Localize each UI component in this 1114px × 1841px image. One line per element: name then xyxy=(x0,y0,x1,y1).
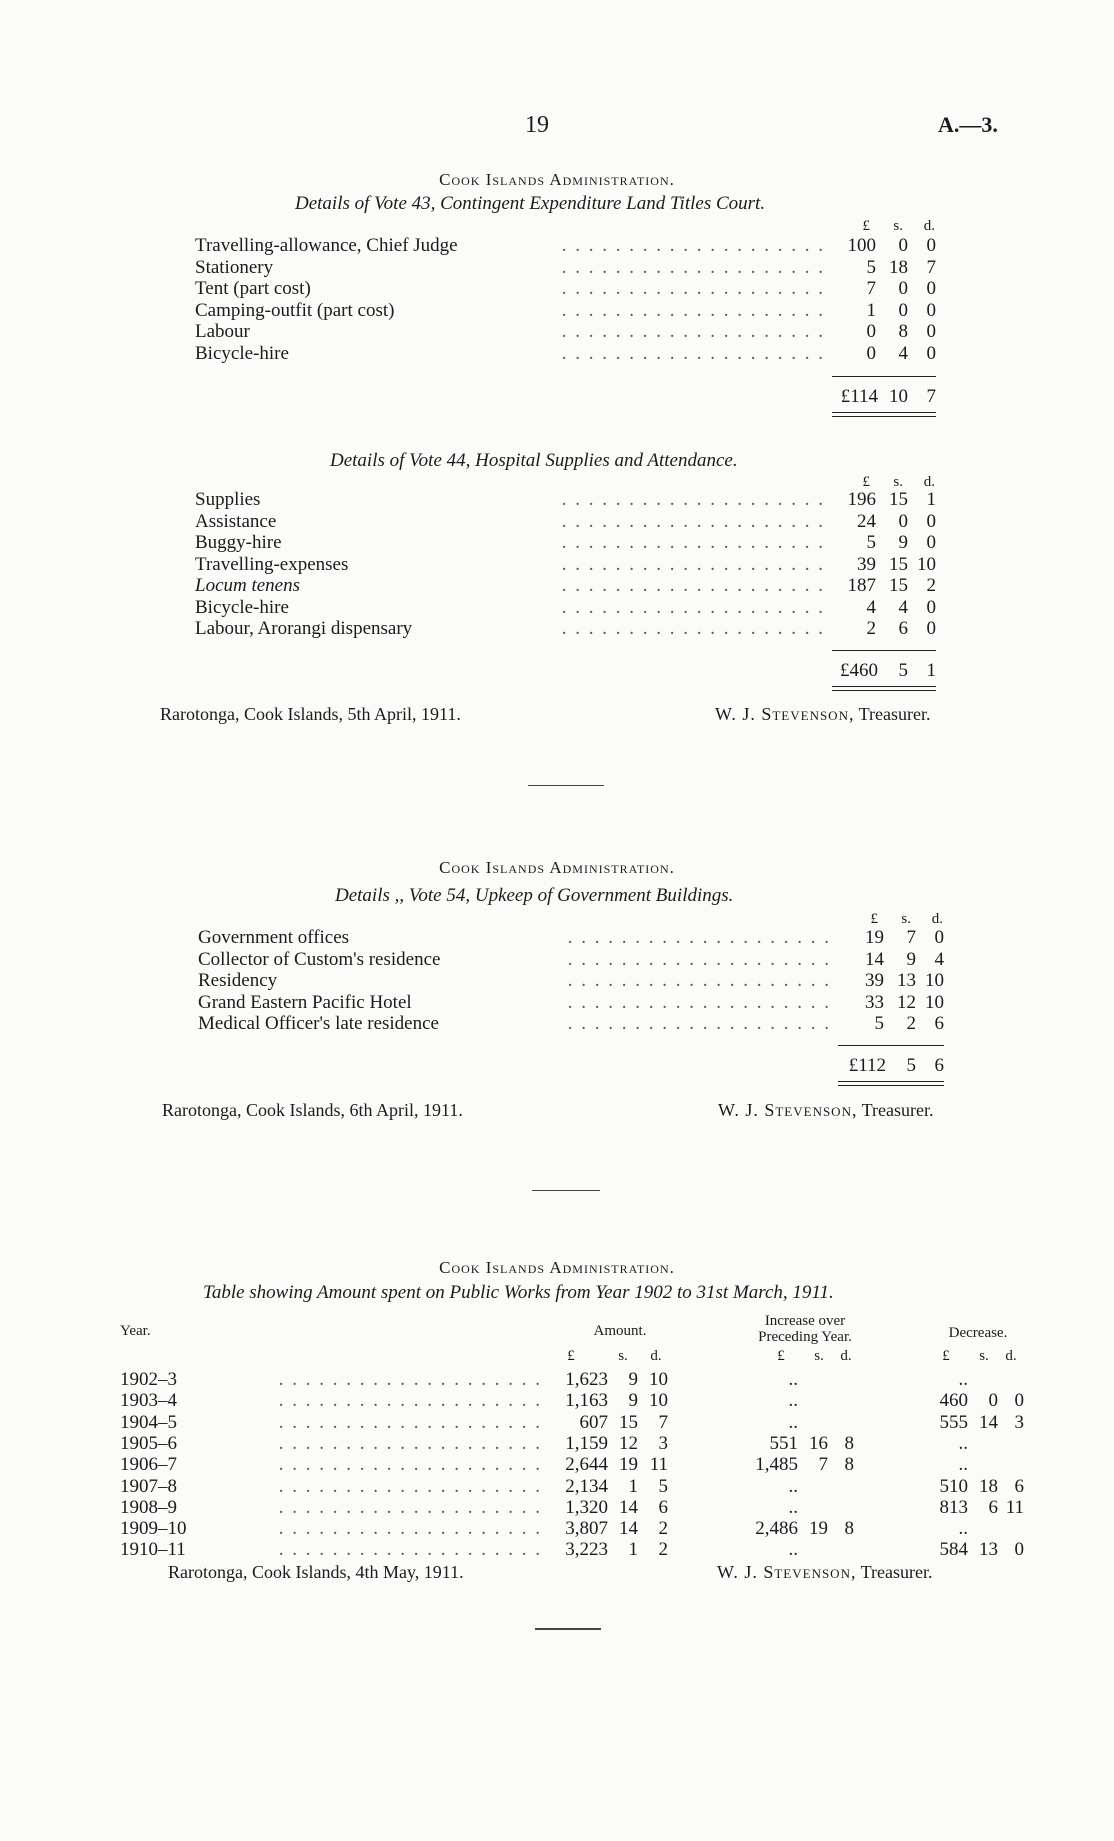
amount-shillings: 12 xyxy=(619,1432,638,1454)
increase-shillings: 16 xyxy=(809,1432,828,1454)
place-date: Rarotonga, Cook Islands, 6th April, 1911. xyxy=(162,1100,463,1120)
leader-dots: . . . . . . . . . . . . . . . . . . . . xyxy=(561,321,825,342)
table-row xyxy=(0,1497,1114,1519)
table-row xyxy=(0,1412,1114,1434)
amount-pence: 2 xyxy=(658,1539,668,1561)
amount-pounds: 39 xyxy=(857,553,876,575)
amount-shillings: 9 xyxy=(628,1369,638,1390)
unit-pounds: £ xyxy=(942,1348,950,1364)
row-label: Bicycle-hire xyxy=(195,342,289,364)
col-pence: d. xyxy=(923,218,935,234)
leader-dots: . . . . . . . . . . . . . . . . . . . . xyxy=(278,1432,542,1454)
amount-pounds: 7 xyxy=(866,278,876,299)
table-row xyxy=(0,992,1114,1014)
decrease-pounds: .. xyxy=(958,1454,968,1476)
table-row xyxy=(0,554,1114,576)
total-pence: 1 xyxy=(926,660,936,681)
decrease-pence: 0 xyxy=(1014,1390,1024,1412)
unit-shillings: s. xyxy=(814,1348,824,1364)
total-pounds: £114 xyxy=(840,386,878,407)
col-shillings: s. xyxy=(901,911,911,927)
vote43-title: Details of Vote 43, Contingent Expenditure Land Titles Court. xyxy=(295,193,766,214)
leader-dots: . . . . . . . . . . . . . . . . . . . . xyxy=(561,342,825,364)
leader-dots: . . . . . . . . . . . . . . . . . . . . xyxy=(567,991,831,1013)
row-label: Labour xyxy=(195,321,250,342)
row-label: Locum tenens xyxy=(195,575,301,596)
row-year: 1910–11 xyxy=(120,1539,186,1561)
signatory-name: W. J. Stevenson, xyxy=(717,1562,857,1582)
amount-pounds: 2,134 xyxy=(565,1475,608,1497)
decrease-pounds: 584 xyxy=(939,1539,968,1561)
col-shillings: s. xyxy=(893,474,903,490)
col-increase-line2: Preceding Year. xyxy=(758,1329,852,1345)
decrease-shillings: 18 xyxy=(979,1475,998,1497)
table-row xyxy=(0,300,1114,322)
col-amount: Amount. xyxy=(593,1323,647,1339)
row-label: Grand Eastern Pacific Hotel xyxy=(198,991,412,1013)
amount-pounds: 4 xyxy=(866,596,876,618)
decrease-pence: 0 xyxy=(1014,1539,1024,1561)
leader-dots: . . . . . . . . . . . . . . . . . . . . xyxy=(278,1411,542,1433)
amount-pounds: 100 xyxy=(847,235,876,256)
leader-dots: . . . . . . . . . . . . . . . . . . . . xyxy=(278,1539,542,1561)
works-title: Table showing Amount spent on Public Works from Year 1902 to 31st March, 1911. xyxy=(203,1282,834,1303)
table-row xyxy=(0,1013,1114,1035)
signature xyxy=(715,704,930,725)
unit-shillings: s. xyxy=(618,1348,628,1364)
amount-pence: 7 xyxy=(926,256,936,278)
total-pounds: £112 xyxy=(848,1055,886,1076)
sum-rule xyxy=(832,650,936,651)
decrease-pounds: 460 xyxy=(939,1390,968,1412)
col-pounds: £ xyxy=(862,474,870,490)
signatory-name: W. J. Stevenson, xyxy=(718,1100,858,1120)
double-rule xyxy=(838,1081,944,1086)
amount-pounds: 33 xyxy=(865,991,884,1013)
increase-pounds: .. xyxy=(788,1369,798,1390)
double-rule xyxy=(832,686,936,691)
amount-pounds: 1 xyxy=(866,299,876,321)
total-pence: 7 xyxy=(926,386,936,407)
table-row xyxy=(0,927,1114,949)
col-pence: d. xyxy=(923,474,935,490)
amount-shillings: 15 xyxy=(889,489,908,510)
decrease-pounds: .. xyxy=(958,1369,968,1390)
unit-pence: d. xyxy=(650,1348,662,1364)
table-row xyxy=(0,532,1114,554)
table-row xyxy=(0,1433,1114,1455)
leader-dots: . . . . . . . . . . . . . . . . . . . . xyxy=(561,256,825,278)
increase-shillings: 7 xyxy=(818,1454,828,1476)
leader-dots: . . . . . . . . . . . . . . . . . . . . xyxy=(561,299,825,321)
leader-dots: . . . . . . . . . . . . . . . . . . . . xyxy=(567,1013,831,1034)
amount-pence: 11 xyxy=(649,1454,668,1476)
table-row xyxy=(0,1518,1114,1540)
amount-pounds: 1,159 xyxy=(565,1432,608,1454)
table-row xyxy=(0,321,1114,343)
decrease-pounds: .. xyxy=(958,1518,968,1540)
section-separator xyxy=(528,785,604,786)
unit-pounds: £ xyxy=(567,1348,575,1364)
amount-pence: 0 xyxy=(926,618,936,639)
amount-pence: 3 xyxy=(658,1432,668,1454)
row-label: Stationery xyxy=(195,256,274,278)
amount-shillings: 4 xyxy=(898,596,908,618)
amount-pence: 2 xyxy=(926,575,936,596)
signature xyxy=(717,1562,932,1583)
amount-shillings: 12 xyxy=(897,991,916,1013)
amount-shillings: 15 xyxy=(619,1411,638,1433)
amount-pounds: 1,623 xyxy=(565,1369,608,1390)
amount-pence: 7 xyxy=(658,1411,668,1433)
amount-pence: 10 xyxy=(649,1390,668,1412)
amount-pounds: 3,807 xyxy=(565,1518,608,1540)
total-pence: 6 xyxy=(934,1055,944,1076)
row-year: 1908–9 xyxy=(120,1496,177,1518)
amount-pence: 5 xyxy=(658,1475,668,1497)
amount-pounds: 5 xyxy=(866,256,876,278)
row-label: Collector of Custom's residence xyxy=(198,948,441,970)
amount-pounds: 3,223 xyxy=(565,1539,608,1561)
row-label: Medical Officer's late residence xyxy=(198,1013,439,1034)
increase-pounds: 2,486 xyxy=(755,1518,798,1540)
decrease-pounds: 555 xyxy=(939,1411,968,1433)
amount-pence: 6 xyxy=(658,1496,668,1518)
leader-dots: . . . . . . . . . . . . . . . . . . . . xyxy=(561,596,825,618)
decrease-pounds: 510 xyxy=(939,1475,968,1497)
leader-dots: . . . . . . . . . . . . . . . . . . . . xyxy=(567,948,831,970)
amount-shillings: 18 xyxy=(889,256,908,278)
amount-pence: 0 xyxy=(926,510,936,532)
amount-pence: 0 xyxy=(926,299,936,321)
increase-pounds: .. xyxy=(788,1475,798,1497)
increase-pounds: .. xyxy=(788,1411,798,1433)
amount-shillings: 8 xyxy=(898,321,908,342)
decrease-pounds: 813 xyxy=(939,1496,968,1518)
amount-pounds: 196 xyxy=(847,489,876,510)
vote54-total-row xyxy=(0,1055,1114,1077)
row-label: Bicycle-hire xyxy=(195,596,289,618)
decrease-pence: 6 xyxy=(1014,1475,1024,1497)
row-label: Travelling-allowance, Chief Judge xyxy=(195,235,458,256)
increase-pounds: .. xyxy=(788,1390,798,1412)
leader-dots: . . . . . . . . . . . . . . . . . . . . xyxy=(561,618,825,639)
table-row xyxy=(0,1454,1114,1476)
row-year: 1907–8 xyxy=(120,1475,177,1497)
table-row xyxy=(0,278,1114,300)
amount-shillings: 0 xyxy=(898,278,908,299)
vote54-title: Details ,, Vote 54, Upkeep of Government Buildings. xyxy=(335,885,734,906)
leader-dots: . . . . . . . . . . . . . . . . . . . . xyxy=(561,278,825,299)
row-label: Government offices xyxy=(198,927,350,948)
row-label: Residency xyxy=(198,970,278,991)
amount-pounds: 2 xyxy=(866,618,876,639)
amount-shillings: 9 xyxy=(898,532,908,553)
increase-pence: 8 xyxy=(844,1518,854,1540)
row-label: Buggy-hire xyxy=(195,532,282,553)
amount-pounds: 14 xyxy=(865,948,884,970)
place-date: Rarotonga, Cook Islands, 4th May, 1911. xyxy=(168,1562,464,1582)
total-shillings: 5 xyxy=(906,1055,916,1076)
col-pounds: £ xyxy=(862,218,870,234)
section-heading: Cook Islands Administration. xyxy=(439,1258,675,1277)
decrease-shillings: 14 xyxy=(979,1411,998,1433)
amount-pounds: 1,320 xyxy=(565,1496,608,1518)
col-decrease: Decrease. xyxy=(948,1325,1008,1341)
sum-rule xyxy=(838,1045,944,1046)
section-separator xyxy=(535,1628,601,1630)
col-increase-line1: Increase over xyxy=(764,1313,846,1329)
decrease-pounds: .. xyxy=(958,1432,968,1454)
table-row xyxy=(0,1369,1114,1391)
col-pence: d. xyxy=(931,911,943,927)
amount-pounds: 0 xyxy=(866,321,876,342)
amount-pounds: 607 xyxy=(579,1411,608,1433)
leader-dots: . . . . . . . . . . . . . . . . . . . . xyxy=(278,1518,542,1540)
amount-pounds: 24 xyxy=(857,510,876,532)
place-date: Rarotonga, Cook Islands, 5th April, 1911. xyxy=(160,704,461,724)
amount-pence: 0 xyxy=(926,321,936,342)
table-row xyxy=(0,949,1114,971)
leader-dots: . . . . . . . . . . . . . . . . . . . . xyxy=(561,489,825,510)
table-row xyxy=(0,1539,1114,1561)
vote44-title: Details of Vote 44, Hospital Supplies and Attendance. xyxy=(330,450,738,471)
leader-dots: . . . . . . . . . . . . . . . . . . . . xyxy=(567,927,831,948)
amount-shillings: 0 xyxy=(898,510,908,532)
amount-shillings: 1 xyxy=(628,1475,638,1497)
signatory-role: Treasurer. xyxy=(860,1562,933,1582)
increase-pounds: 551 xyxy=(769,1432,798,1454)
signatory-role: Treasurer. xyxy=(858,704,931,724)
amount-pence: 10 xyxy=(925,970,944,991)
section-heading: Cook Islands Administration. xyxy=(439,858,675,877)
amount-shillings: 19 xyxy=(619,1454,638,1476)
amount-shillings: 9 xyxy=(628,1390,638,1412)
amount-pence: 10 xyxy=(925,991,944,1013)
row-label: Assistance xyxy=(195,510,277,532)
amount-pounds: 39 xyxy=(865,970,884,991)
table-row xyxy=(0,597,1114,619)
row-label: Supplies xyxy=(195,489,261,510)
vote44-total-row xyxy=(0,660,1114,682)
increase-shillings: 19 xyxy=(809,1518,828,1540)
amount-shillings: 15 xyxy=(889,553,908,575)
signatory-name: W. J. Stevenson, xyxy=(715,704,855,724)
table-row xyxy=(0,618,1114,640)
sum-rule xyxy=(832,376,936,377)
amount-pounds: 19 xyxy=(865,927,884,948)
amount-pounds: 5 xyxy=(866,532,876,553)
leader-dots: . . . . . . . . . . . . . . . . . . . . xyxy=(278,1475,542,1497)
signature xyxy=(718,1100,933,1121)
amount-pence: 0 xyxy=(926,342,936,364)
row-label: Travelling-expenses xyxy=(195,553,349,575)
leader-dots: . . . . . . . . . . . . . . . . . . . . xyxy=(567,970,831,991)
table-row xyxy=(0,511,1114,533)
leader-dots: . . . . . . . . . . . . . . . . . . . . xyxy=(561,235,825,256)
amount-shillings: 2 xyxy=(906,1013,916,1034)
table-row xyxy=(0,343,1114,365)
leader-dots: . . . . . . . . . . . . . . . . . . . . xyxy=(278,1369,542,1390)
table-row xyxy=(0,1390,1114,1412)
col-increase xyxy=(730,1313,880,1345)
row-year: 1904–5 xyxy=(120,1411,177,1433)
amount-shillings: 9 xyxy=(906,948,916,970)
amount-shillings: 0 xyxy=(898,235,908,256)
amount-pence: 1 xyxy=(926,489,936,510)
double-rule xyxy=(832,412,936,417)
unit-pence: d. xyxy=(840,1348,852,1364)
section-heading: Cook Islands Administration. xyxy=(439,170,675,189)
row-year: 1909–10 xyxy=(120,1518,187,1540)
leader-dots: . . . . . . . . . . . . . . . . . . . . xyxy=(278,1454,542,1476)
amount-shillings: 7 xyxy=(906,927,916,948)
leader-dots: . . . . . . . . . . . . . . . . . . . . xyxy=(278,1390,542,1412)
amount-pounds: 2,644 xyxy=(565,1454,608,1476)
amount-pence: 0 xyxy=(926,532,936,553)
unit-pounds: £ xyxy=(777,1348,785,1364)
col-year: Year. xyxy=(120,1323,151,1339)
decrease-shillings: 13 xyxy=(979,1539,998,1561)
amount-shillings: 14 xyxy=(619,1496,638,1518)
amount-pence: 4 xyxy=(934,948,944,970)
row-label: Camping-outfit (part cost) xyxy=(195,299,395,321)
increase-pounds: .. xyxy=(788,1496,798,1518)
row-year: 1905–6 xyxy=(120,1432,177,1454)
signatory-role: Treasurer. xyxy=(861,1100,934,1120)
table-row xyxy=(0,1476,1114,1498)
unit-pence: d. xyxy=(1005,1348,1017,1364)
amount-pence: 10 xyxy=(917,553,936,575)
decrease-pence: 3 xyxy=(1014,1411,1024,1433)
row-year: 1906–7 xyxy=(120,1454,177,1476)
total-shillings: 10 xyxy=(889,386,908,407)
leader-dots: . . . . . . . . . . . . . . . . . . . . xyxy=(561,575,825,596)
table-row xyxy=(0,257,1114,279)
row-label: Labour, Arorangi dispensary xyxy=(195,618,413,639)
leader-dots: . . . . . . . . . . . . . . . . . . . . xyxy=(278,1496,542,1518)
col-pounds: £ xyxy=(870,911,878,927)
amount-shillings: 4 xyxy=(898,342,908,364)
amount-pence: 0 xyxy=(926,278,936,299)
total-shillings: 5 xyxy=(898,660,908,681)
table-row xyxy=(0,235,1114,257)
page-number: 19 xyxy=(525,112,549,138)
amount-pence: 6 xyxy=(934,1013,944,1034)
row-year: 1903–4 xyxy=(120,1390,177,1412)
decrease-shillings: 0 xyxy=(988,1390,998,1412)
leader-dots: . . . . . . . . . . . . . . . . . . . . xyxy=(561,532,825,553)
total-pounds: £460 xyxy=(840,660,878,681)
amount-pounds: 5 xyxy=(874,1013,884,1034)
amount-pence: 0 xyxy=(934,927,944,948)
row-year: 1902–3 xyxy=(120,1369,177,1390)
increase-pence: 8 xyxy=(844,1454,854,1476)
amount-shillings: 13 xyxy=(897,970,916,991)
section-separator xyxy=(532,1190,600,1191)
amount-pence: 10 xyxy=(649,1369,668,1390)
table-row xyxy=(0,489,1114,511)
increase-pounds: .. xyxy=(788,1539,798,1561)
leader-dots: . . . . . . . . . . . . . . . . . . . . xyxy=(561,510,825,532)
row-label: Tent (part cost) xyxy=(195,278,311,299)
amount-pounds: 187 xyxy=(847,575,876,596)
amount-pounds: 1,163 xyxy=(565,1390,608,1412)
unit-shillings: s. xyxy=(979,1348,989,1364)
amount-pence: 2 xyxy=(658,1518,668,1540)
table-row xyxy=(0,575,1114,597)
decrease-shillings: 6 xyxy=(988,1496,998,1518)
table-row xyxy=(0,970,1114,992)
decrease-pence: 11 xyxy=(1005,1496,1024,1518)
document-reference: A.—3. xyxy=(938,112,998,137)
leader-dots: . . . . . . . . . . . . . . . . . . . . xyxy=(561,553,825,575)
increase-pence: 8 xyxy=(844,1432,854,1454)
amount-shillings: 0 xyxy=(898,299,908,321)
amount-pence: 0 xyxy=(926,235,936,256)
amount-shillings: 6 xyxy=(898,618,908,639)
amount-pounds: 0 xyxy=(866,342,876,364)
col-shillings: s. xyxy=(893,218,903,234)
amount-shillings: 14 xyxy=(619,1518,638,1540)
vote43-total-row xyxy=(0,386,1114,408)
amount-pence: 0 xyxy=(926,596,936,618)
amount-shillings: 1 xyxy=(628,1539,638,1561)
increase-pounds: 1,485 xyxy=(755,1454,798,1476)
amount-shillings: 15 xyxy=(889,575,908,596)
